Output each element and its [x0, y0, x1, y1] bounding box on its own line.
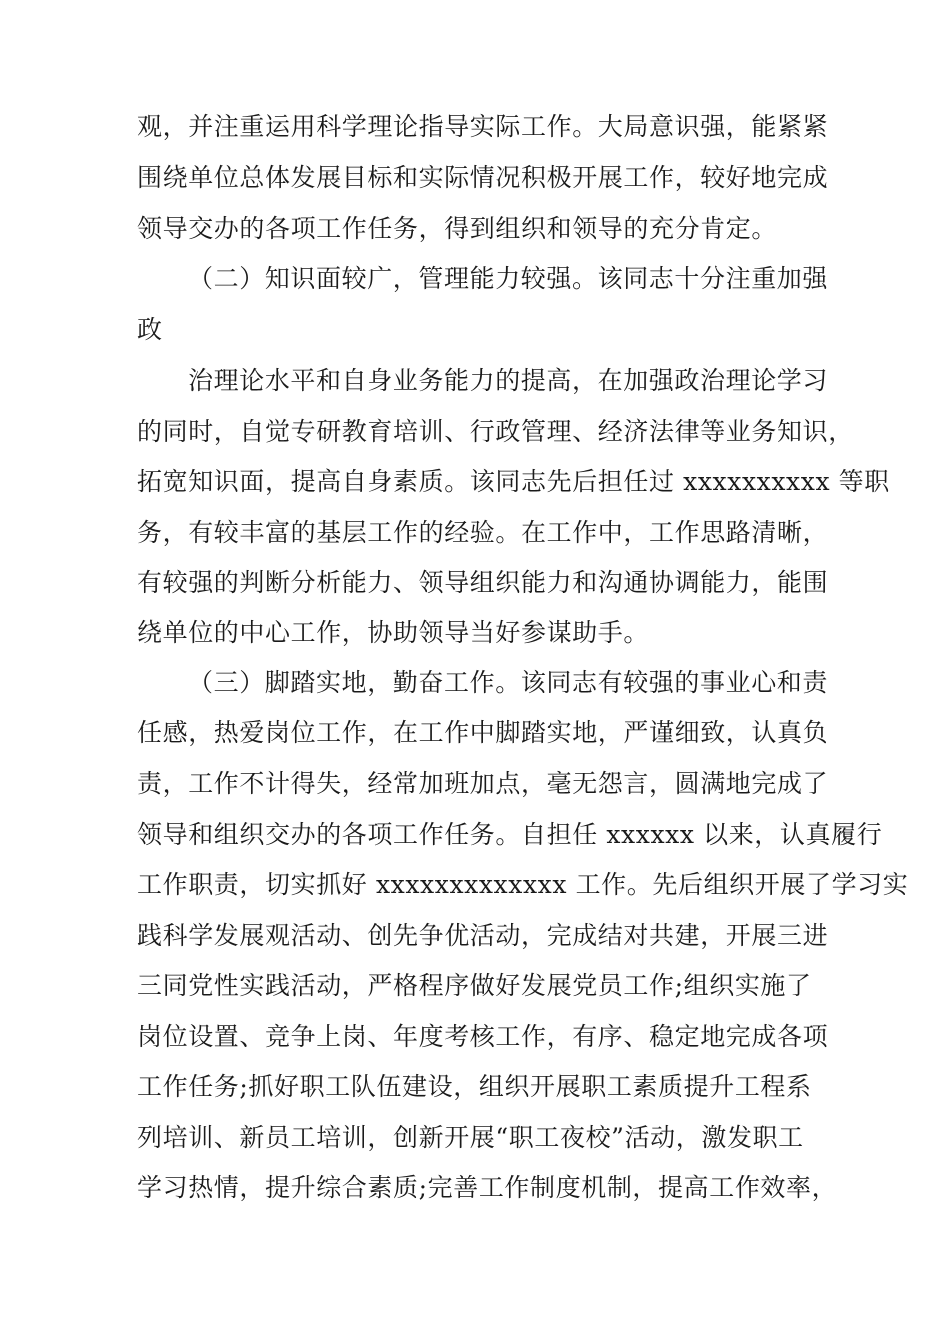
- text-line: 拓宽知识面，提高自身素质。该同志先后担任过 xxxxxxxxxx 等职: [137, 467, 890, 496]
- text-line: 绕单位的中心工作，协助领导当好参谋助手。: [137, 618, 650, 647]
- text-line: 围绕单位总体发展目标和实际情况积极开展工作，较好地完成: [137, 163, 829, 192]
- text-line: 政: [137, 315, 163, 344]
- text-line: 三同党性实践活动，严格程序做好发展党员工作;组织实施了: [137, 971, 812, 1000]
- paragraph-heading-2: （二）知识面较广，管理能力较强。该同志十分注重加强: [188, 264, 829, 293]
- text-line: 治理论水平和自身业务能力的提高，在加强政治理论学习: [188, 366, 829, 395]
- text-line: 观，并注重运用科学理论指导实际工作。大局意识强，能紧紧: [137, 112, 829, 141]
- text-line: 列培训、新员工培训，创新开展“职工夜校”活动，激发职工: [137, 1123, 804, 1152]
- text-line: 责，工作不计得失，经常加班加点，毫无怨言，圆满地完成了: [137, 769, 829, 798]
- text-line: 领导交办的各项工作任务，得到组织和领导的充分肯定。: [137, 214, 778, 243]
- text-line: 工作任务;抓好职工队伍建设，组织开展职工素质提升工程系: [137, 1072, 812, 1101]
- text-line: 领导和组织交办的各项工作任务。自担任 xxxxxx 以来，认真履行: [137, 820, 883, 849]
- text-line: 务，有较丰富的基层工作的经验。在工作中，工作思路清晰，: [137, 518, 829, 547]
- text-line: 任感，热爱岗位工作，在工作中脚踏实地，严谨细致，认真负: [137, 718, 829, 747]
- paragraph-heading-3: （三）脚踏实地，勤奋工作。该同志有较强的事业心和责: [188, 668, 829, 697]
- text-line: 工作职责，切实抓好 xxxxxxxxxxxxx 工作。先后组织开展了学习实: [137, 870, 909, 899]
- text-line: 岗位设置、竞争上岗、年度考核工作，有序、稳定地完成各项: [137, 1022, 829, 1051]
- text-line: 学习热情，提升综合素质;完善工作制度机制，提高工作效率，: [137, 1173, 838, 1202]
- text-line: 的同时，自觉专研教育培训、行政管理、经济法律等业务知识，: [137, 417, 854, 446]
- text-line: 践科学发展观活动、创先争优活动，完成结对共建，开展三进: [137, 921, 829, 950]
- text-line: 有较强的判断分析能力、领导组织能力和沟通协调能力，能围: [137, 568, 829, 597]
